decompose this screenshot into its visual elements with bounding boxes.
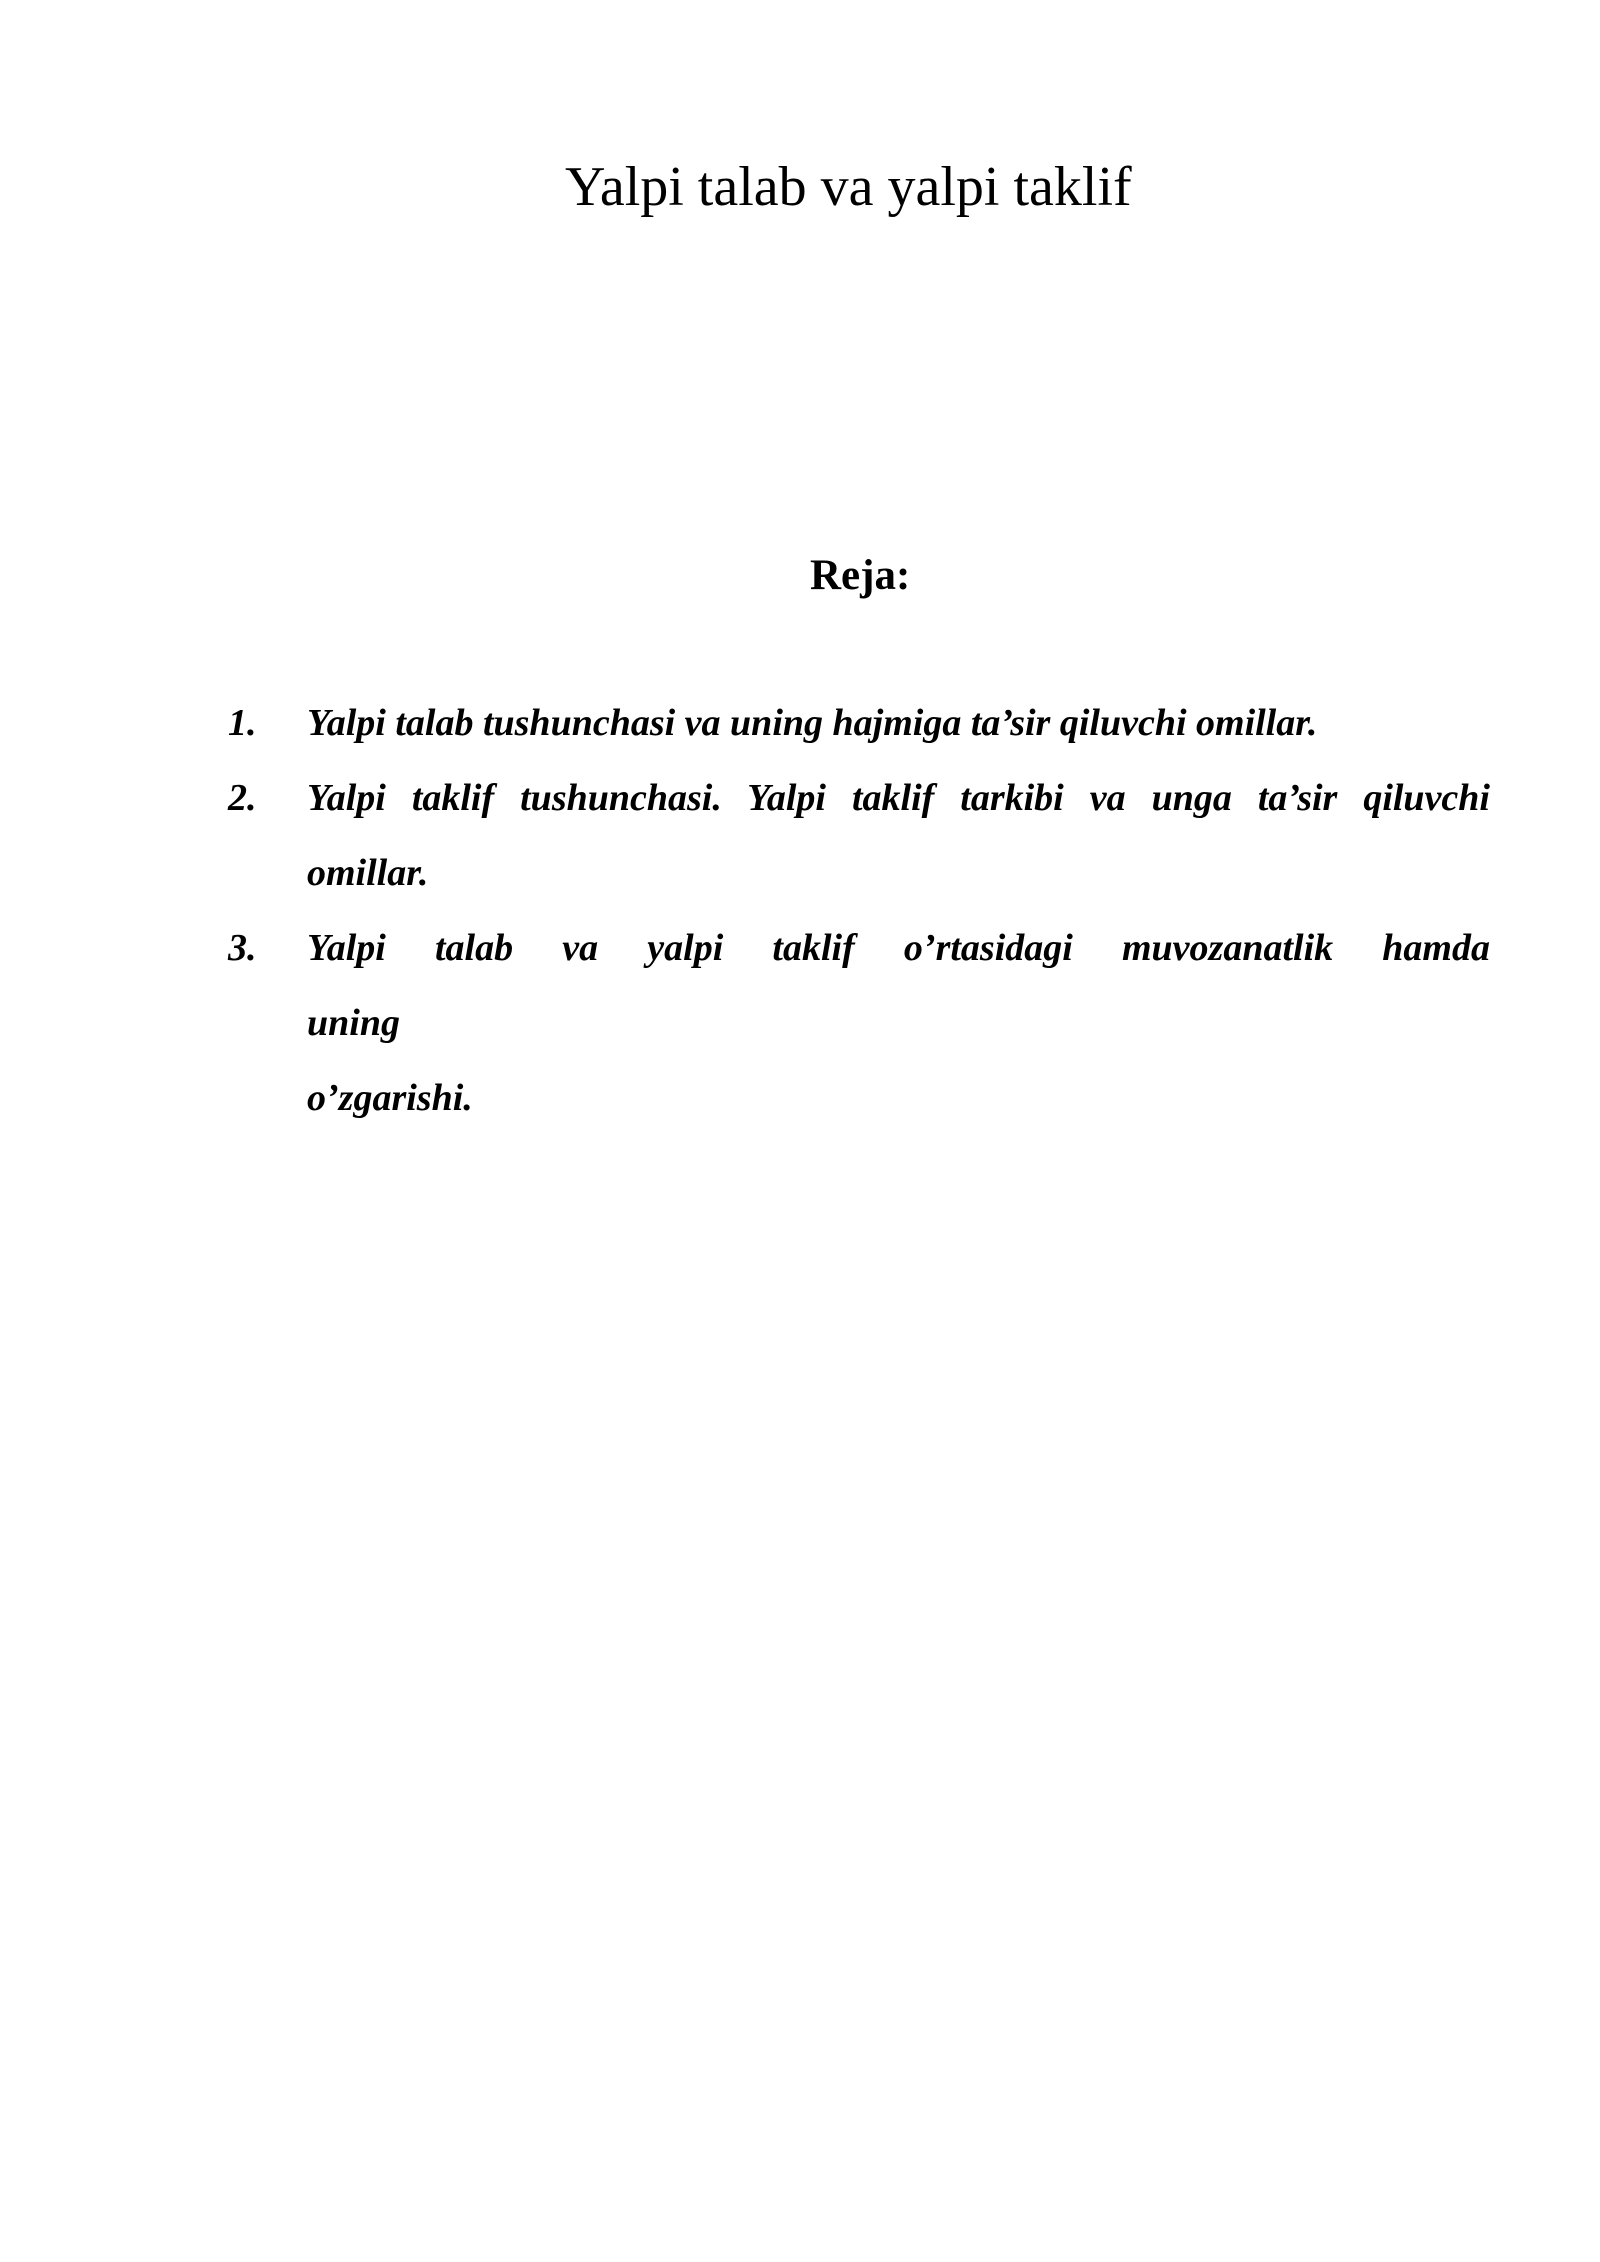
plan-item-text-line: omillar. [307, 852, 429, 894]
plan-item-text: Yalpi talab tushunchasi va uning hajmiga ta’sir qiluvchi omillar. [307, 702, 1318, 744]
plan-item-number: 1. [228, 702, 257, 744]
plan-item-number: 3. [228, 927, 257, 969]
plan-item-text-line: uning [307, 1002, 400, 1044]
document-title: Yalpi talab va yalpi taklif [565, 156, 1132, 218]
plan-list [228, 686, 1490, 1136]
plan-item-2 [228, 761, 1490, 911]
plan-item-text-line: Yalpi taklif tushunchasi. Yalpi taklif tarkibi va unga ta’sir qiluvchi [307, 777, 1490, 819]
plan-item-3 [228, 911, 1490, 1136]
plan-heading: Reja: [810, 552, 911, 599]
plan-item-1 [228, 686, 1490, 761]
plan-item-text-line: o’zgarishi. [307, 1077, 473, 1119]
plan-item-text-line: Yalpi talab va yalpi taklif o’rtasidagi muvozanatlik hamda [307, 927, 1490, 969]
plan-item-number: 2. [228, 777, 257, 819]
